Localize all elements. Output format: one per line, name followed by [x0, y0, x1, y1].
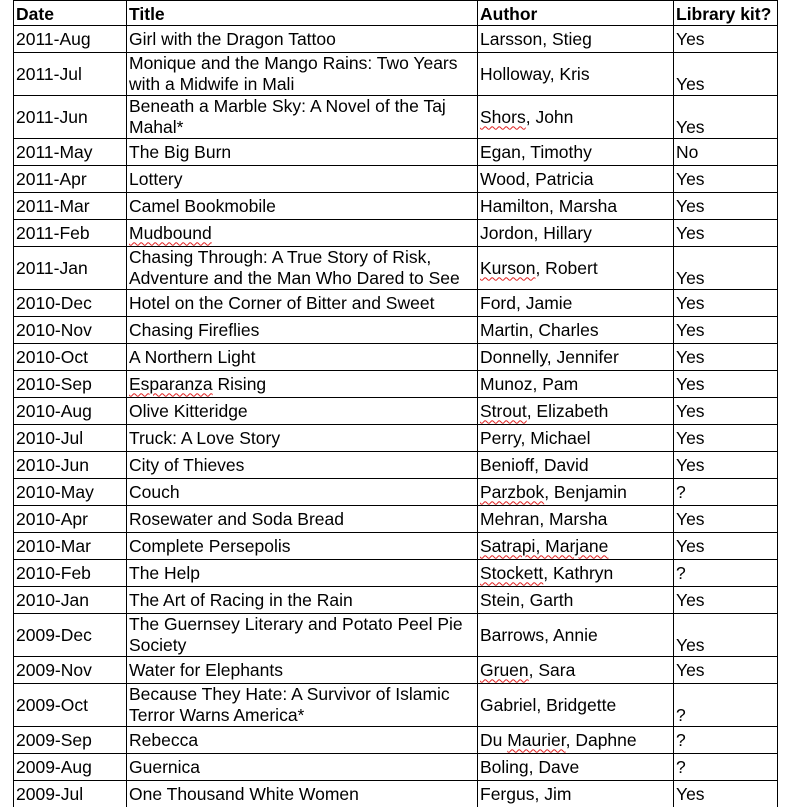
cell-library-kit: Yes	[674, 220, 778, 247]
table-row	[14, 317, 778, 344]
table-row	[14, 290, 778, 317]
cell-date: 2010-Sep	[14, 371, 127, 398]
table-row	[14, 479, 778, 506]
cell-library-kit: Yes	[674, 614, 778, 657]
cell-author	[478, 139, 674, 166]
cell-title: One Thousand White Women	[127, 781, 478, 807]
cell-date: 2011-Mar	[14, 193, 127, 220]
author-part: Du Maurier, Daphne	[480, 729, 637, 750]
cell-title: Camel Bookmobile	[127, 193, 478, 220]
cell-title: The Art of Racing in the Rain	[127, 587, 478, 614]
author-part: Larsson, Stieg	[480, 28, 592, 49]
author-part: Hamilton, Marsha	[480, 195, 618, 216]
table-row	[14, 425, 778, 452]
cell-date: 2009-Nov	[14, 657, 127, 684]
cell-title: The Big Burn	[127, 139, 478, 166]
table-row	[14, 614, 778, 657]
cell-title: Guernica	[127, 754, 478, 781]
book-club-table	[13, 0, 778, 807]
table-row	[14, 727, 778, 754]
author-part: Martin, Charles	[480, 319, 599, 340]
cell-library-kit: Yes	[674, 781, 778, 807]
author-part: Donnelly, Jennifer	[480, 346, 619, 367]
cell-title: Beneath a Marble Sky: A Novel of the Taj Mahal*	[127, 96, 478, 139]
cell-author	[478, 614, 674, 657]
author-part: Munoz, Pam	[480, 373, 579, 394]
header-library-kit: Library kit?	[674, 1, 778, 26]
cell-author	[478, 317, 674, 344]
author-part: Barrows, Annie	[480, 624, 598, 645]
author-part: , Kathryn	[543, 562, 614, 583]
cell-library-kit: Yes	[674, 290, 778, 317]
cell-author	[478, 479, 674, 506]
table-row	[14, 684, 778, 727]
cell-author	[478, 533, 674, 560]
spellcheck-word: Esparanza	[129, 373, 213, 394]
cell-date: 2010-Jun	[14, 452, 127, 479]
author-spellcheck-part: Strout	[480, 400, 527, 421]
cell-library-kit: ?	[674, 727, 778, 754]
author-part: , Robert	[535, 257, 598, 278]
table-row	[14, 220, 778, 247]
author-spellcheck-part: Kurson	[480, 257, 536, 278]
author-part: , Elizabeth	[526, 400, 609, 421]
cell-author	[478, 371, 674, 398]
cell-title: The Help	[127, 560, 478, 587]
table-row	[14, 452, 778, 479]
table-row	[14, 53, 778, 96]
header-title: Title	[127, 1, 478, 26]
cell-author	[478, 247, 674, 290]
cell-author	[478, 781, 674, 807]
cell-library-kit: Yes	[674, 371, 778, 398]
cell-date: 2011-Jan	[14, 247, 127, 290]
cell-library-kit: ?	[674, 479, 778, 506]
cell-library-kit: Yes	[674, 26, 778, 53]
cell-library-kit: No	[674, 139, 778, 166]
cell-title: City of Thieves	[127, 452, 478, 479]
table-row	[14, 781, 778, 807]
cell-date: 2011-Feb	[14, 220, 127, 247]
cell-date: 2010-May	[14, 479, 127, 506]
cell-library-kit: Yes	[674, 166, 778, 193]
cell-author	[478, 398, 674, 425]
author-part: Fergus, Jim	[480, 783, 572, 804]
table-row	[14, 657, 778, 684]
cell-date: 2009-Dec	[14, 614, 127, 657]
cell-library-kit: Yes	[674, 533, 778, 560]
cell-title: Rebecca	[127, 727, 478, 754]
author-part: Wood, Patricia	[480, 168, 594, 189]
cell-date: 2009-Jul	[14, 781, 127, 807]
cell-title: Lottery	[127, 166, 478, 193]
header-date: Date	[14, 1, 127, 26]
author-part: , Benjamin	[544, 481, 627, 502]
cell-library-kit: Yes	[674, 657, 778, 684]
cell-title: Couch	[127, 479, 478, 506]
cell-author	[478, 754, 674, 781]
cell-date: 2010-Aug	[14, 398, 127, 425]
cell-author	[478, 166, 674, 193]
cell-library-kit: Yes	[674, 506, 778, 533]
table-row	[14, 139, 778, 166]
author-spellcheck-part: Stockett	[480, 562, 544, 583]
cell-title: Water for Elephants	[127, 657, 478, 684]
table-row	[14, 166, 778, 193]
author-part: Holloway, Kris	[480, 63, 590, 84]
cell-library-kit: ?	[674, 560, 778, 587]
table-row	[14, 506, 778, 533]
table-row	[14, 344, 778, 371]
table-row	[14, 398, 778, 425]
author-spellcheck-part: Gruen	[480, 659, 529, 680]
cell-title: Chasing Fireflies	[127, 317, 478, 344]
author-part: Egan, Timothy	[480, 141, 592, 162]
table-row	[14, 371, 778, 398]
cell-author	[478, 53, 674, 96]
table-row	[14, 587, 778, 614]
cell-library-kit: Yes	[674, 452, 778, 479]
cell-author	[478, 657, 674, 684]
cell-library-kit: Yes	[674, 398, 778, 425]
cell-date: 2009-Oct	[14, 684, 127, 727]
author-spellcheck-part: Satrapi, Marjane	[480, 535, 609, 556]
cell-date: 2011-Apr	[14, 166, 127, 193]
cell-title: Esparanza Rising	[127, 371, 478, 398]
cell-title: Chasing Through: A True Story of Risk, Adventure and the Man Who Dared to See	[127, 247, 478, 290]
header-row	[14, 1, 778, 26]
table-row	[14, 247, 778, 290]
table-row	[14, 193, 778, 220]
table-row	[14, 533, 778, 560]
cell-library-kit: Yes	[674, 587, 778, 614]
cell-title: A Northern Light	[127, 344, 478, 371]
cell-author	[478, 587, 674, 614]
cell-author	[478, 220, 674, 247]
author-part: Gabriel, Bridgette	[480, 694, 617, 715]
cell-date: 2011-Jul	[14, 53, 127, 96]
cell-date: 2009-Aug	[14, 754, 127, 781]
author-spellcheck-part: Shors	[480, 106, 526, 127]
cell-date: 2010-Jan	[14, 587, 127, 614]
cell-date: 2009-Sep	[14, 727, 127, 754]
cell-title: Truck: A Love Story	[127, 425, 478, 452]
table-row	[14, 560, 778, 587]
header-author: Author	[478, 1, 674, 26]
author-part: , John	[525, 106, 574, 127]
author-spellcheck-part: Parzbok	[480, 481, 545, 502]
cell-library-kit: Yes	[674, 425, 778, 452]
cell-author	[478, 26, 674, 53]
cell-author	[478, 684, 674, 727]
cell-title: Girl with the Dragon Tattoo	[127, 26, 478, 53]
cell-date: 2010-Oct	[14, 344, 127, 371]
cell-date: 2011-May	[14, 139, 127, 166]
cell-date: 2010-Jul	[14, 425, 127, 452]
cell-date: 2010-Dec	[14, 290, 127, 317]
cell-date: 2010-Mar	[14, 533, 127, 560]
cell-title: Rosewater and Soda Bread	[127, 506, 478, 533]
cell-date: 2010-Feb	[14, 560, 127, 587]
cell-library-kit: ?	[674, 754, 778, 781]
cell-library-kit: Yes	[674, 193, 778, 220]
cell-title: Olive Kitteridge	[127, 398, 478, 425]
cell-author	[478, 506, 674, 533]
cell-library-kit: Yes	[674, 53, 778, 96]
cell-title: Hotel on the Corner of Bitter and Sweet	[127, 290, 478, 317]
author-part: Stein, Garth	[480, 589, 574, 610]
cell-author	[478, 560, 674, 587]
table-row	[14, 26, 778, 53]
cell-title: Because They Hate: A Survivor of Islamic Terror Warns America*	[127, 684, 478, 727]
author-part: Ford, Jamie	[480, 292, 573, 313]
author-part: , Sara	[528, 659, 576, 680]
cell-library-kit: Yes	[674, 344, 778, 371]
author-part: Boling, Dave	[480, 756, 580, 777]
cell-title	[127, 220, 478, 247]
cell-date: 2010-Nov	[14, 317, 127, 344]
cell-title: The Guernsey Literary and Potato Peel Pie Society	[127, 614, 478, 657]
cell-author	[478, 344, 674, 371]
table-row	[14, 754, 778, 781]
author-part: Perry, Michael	[480, 427, 591, 448]
cell-date: 2011-Jun	[14, 96, 127, 139]
spellcheck-word: Maurier	[507, 729, 566, 750]
cell-author	[478, 290, 674, 317]
table-row	[14, 96, 778, 139]
cell-title: Monique and the Mango Rains: Two Years with a Midwife in Mali	[127, 53, 478, 96]
author-part: Mehran, Marsha	[480, 508, 608, 529]
cell-library-kit: Yes	[674, 247, 778, 290]
cell-library-kit: Yes	[674, 317, 778, 344]
cell-author	[478, 193, 674, 220]
cell-library-kit: ?	[674, 684, 778, 727]
author-part: Jordon, Hillary	[480, 222, 592, 243]
spellcheck-word: Mudbound	[129, 222, 212, 243]
cell-title: Complete Persepolis	[127, 533, 478, 560]
cell-author	[478, 452, 674, 479]
cell-author	[478, 727, 674, 754]
cell-date: 2010-Apr	[14, 506, 127, 533]
cell-library-kit: Yes	[674, 96, 778, 139]
cell-author	[478, 425, 674, 452]
cell-date: 2011-Aug	[14, 26, 127, 53]
author-part: Benioff, David	[480, 454, 589, 475]
cell-author	[478, 96, 674, 139]
